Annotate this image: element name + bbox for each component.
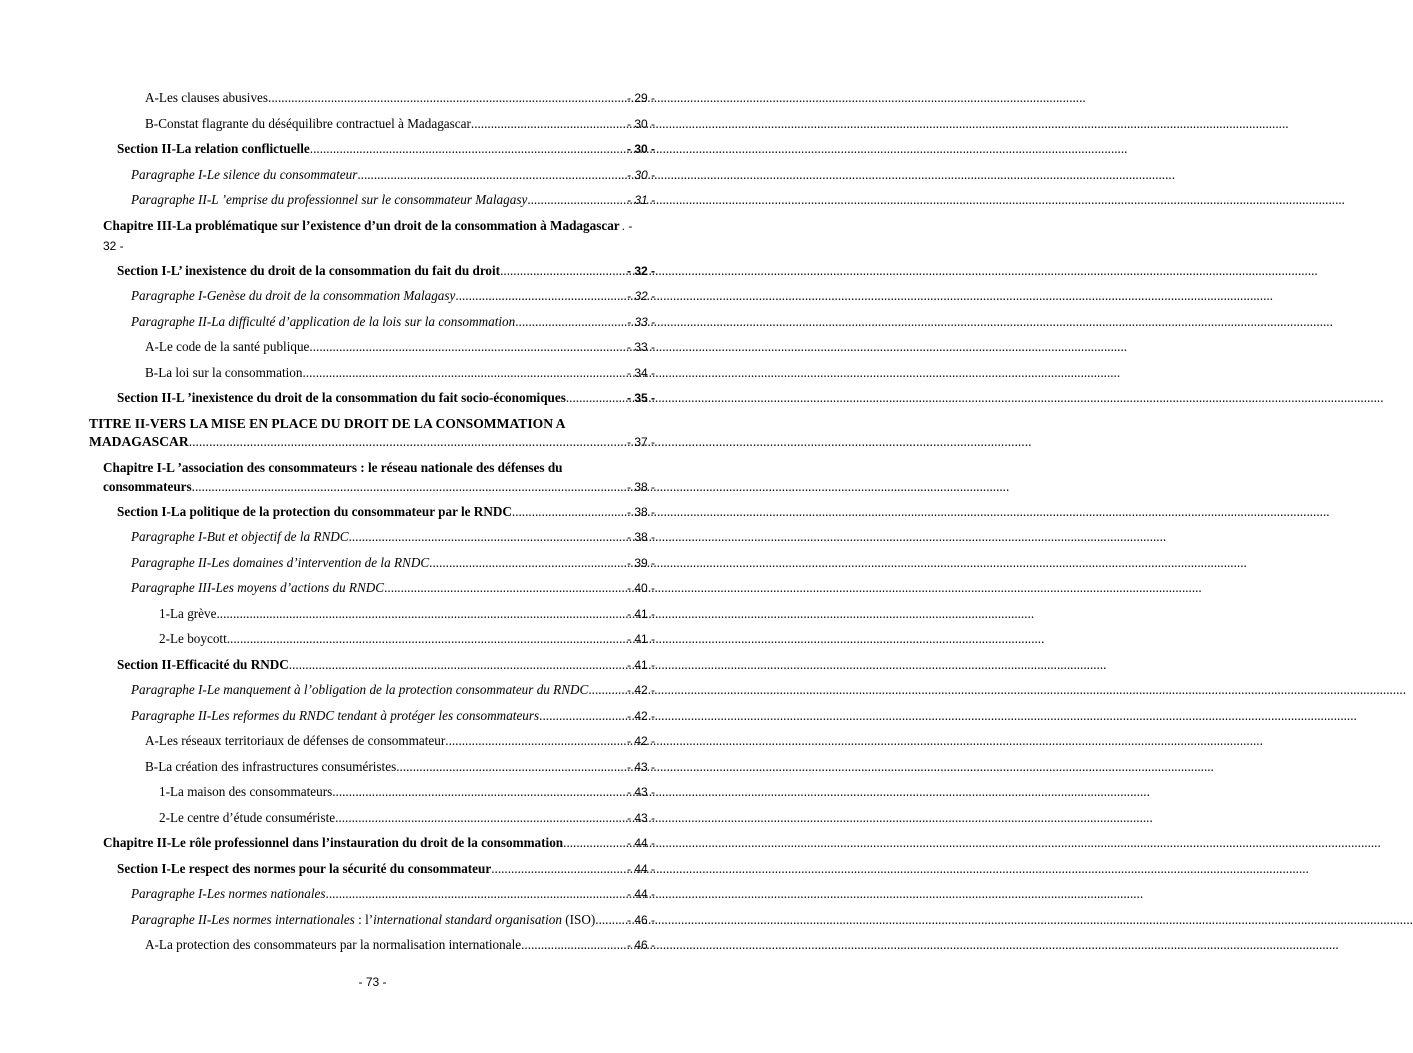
toc-entry-title: Paragraphe II-L ’emprise du professionnel sur le consommateur Malagasy bbox=[131, 192, 528, 207]
toc-entry[interactable] bbox=[131, 287, 655, 305]
toc-page-number: - 38 - bbox=[626, 505, 655, 519]
leader-dots bbox=[491, 860, 625, 877]
leader-dots bbox=[335, 809, 625, 826]
toc-entry[interactable] bbox=[131, 554, 655, 572]
toc-page-number: - 29 - bbox=[626, 91, 655, 105]
toc-page-number: - 35 - bbox=[626, 391, 655, 405]
toc-entry-title: 2-Le centre d’étude consumériste bbox=[159, 810, 336, 825]
toc-entry[interactable] bbox=[103, 459, 655, 496]
toc-page-number: - 43 - bbox=[626, 811, 655, 825]
leader-dots bbox=[268, 89, 625, 106]
toc-entry[interactable] bbox=[131, 911, 655, 929]
toc-entry[interactable] bbox=[89, 415, 655, 451]
toc-page-number: - 38 - bbox=[626, 530, 655, 544]
toc-page-number: - 46 - bbox=[626, 938, 655, 952]
toc-entry-title: Paragraphe I-Le manquement à l’obligation de la protection consommateur du RNDC bbox=[131, 682, 589, 697]
toc-entry-title: B-La création des infrastructures consuméristes bbox=[145, 759, 397, 774]
leader-dots bbox=[588, 681, 625, 698]
leader-dots bbox=[445, 732, 625, 749]
toc-page-number: - 44 - bbox=[626, 836, 655, 850]
leader-dots bbox=[539, 707, 625, 724]
toc-entry-title: A-Le code de la santé publique bbox=[145, 339, 310, 354]
toc-entry-title-part: international standard organisation bbox=[373, 912, 562, 927]
leader-dots bbox=[521, 936, 625, 953]
toc-entry-title: MADAGASCAR bbox=[89, 434, 189, 449]
toc-page-number: - 33 - bbox=[626, 315, 655, 329]
toc-entry[interactable] bbox=[159, 605, 655, 623]
toc-entry-title: 1-La grève bbox=[159, 606, 217, 621]
toc-entry-title: B-La loi sur la consommation bbox=[145, 365, 303, 380]
leader-dots bbox=[527, 191, 625, 208]
leader-dots bbox=[349, 528, 625, 545]
toc-entry-title: Section I-La politique de la protection du consommateur par le RNDC bbox=[117, 504, 512, 519]
toc-entry[interactable] bbox=[131, 191, 655, 209]
toc-entry[interactable] bbox=[131, 313, 655, 331]
toc-page-number: - 44 - bbox=[626, 862, 655, 876]
leader-dots bbox=[384, 579, 625, 596]
toc-entry-title: Paragraphe II-Les reformes du RNDC tendant à protéger les consommateurs bbox=[131, 708, 540, 723]
toc-page-number: - 41 - bbox=[626, 658, 655, 672]
toc-entry-title: Section I-Le respect des normes pour la sécurité du consommateur bbox=[117, 861, 492, 876]
toc-entry[interactable] bbox=[145, 364, 655, 382]
toc-entry-title: consommateurs bbox=[103, 479, 192, 494]
toc-entry[interactable] bbox=[131, 681, 655, 699]
toc-entry[interactable] bbox=[117, 389, 655, 407]
toc-entry[interactable] bbox=[117, 262, 655, 280]
toc-page-number: - 40 - bbox=[626, 581, 655, 595]
page-number-footer: - 73 - bbox=[358, 975, 387, 989]
toc-entry[interactable] bbox=[159, 809, 655, 827]
toc-page-number: - 42 - bbox=[626, 709, 655, 723]
leader-dots bbox=[515, 313, 625, 330]
toc-page-number: - 41 - bbox=[626, 607, 655, 621]
leader-dots bbox=[595, 911, 625, 928]
toc-entry-title: 2-Le boycott bbox=[159, 631, 227, 646]
leader-dots bbox=[326, 885, 625, 902]
leader-dots bbox=[396, 758, 625, 775]
toc-page-number: - 32 - bbox=[626, 264, 655, 278]
toc-entry-title: Chapitre II-Le rôle professionnel dans l’instauration du droit de la consommation bbox=[103, 835, 564, 850]
leader-dots bbox=[357, 166, 625, 183]
toc-entry-title-part: : l’ bbox=[354, 912, 374, 927]
toc-page-number: - 37 - bbox=[626, 435, 655, 449]
leader-dots bbox=[563, 834, 625, 851]
toc-page-number: - 42 - bbox=[626, 734, 655, 748]
toc-entry[interactable] bbox=[117, 503, 655, 521]
toc-entry[interactable] bbox=[145, 758, 655, 776]
toc-page-number: - 44 - bbox=[626, 887, 655, 901]
toc-page-number: - 46 - bbox=[626, 913, 655, 927]
leader-dots bbox=[566, 389, 625, 406]
toc-entry[interactable] bbox=[103, 834, 655, 852]
toc-page-number: 32 - bbox=[103, 239, 124, 253]
toc-entry[interactable] bbox=[117, 656, 655, 674]
toc-entry-title: Paragraphe II-Les normes internationales bbox=[131, 912, 355, 927]
toc-entry[interactable] bbox=[145, 338, 655, 356]
toc-page-number: - 33 - bbox=[626, 340, 655, 354]
toc-entry-title: A-La protection des consommateurs par la normalisation internationale bbox=[145, 937, 522, 952]
leader-dots bbox=[227, 630, 625, 647]
leader-dots bbox=[500, 262, 625, 279]
leader-dots bbox=[429, 554, 625, 571]
toc-page-number: - 43 - bbox=[626, 760, 655, 774]
toc-entry-title: Paragraphe II-La difficulté d’application de la lois sur la consommation bbox=[131, 314, 516, 329]
toc-entry-title: Section II-Efficacité du RNDC bbox=[117, 657, 289, 672]
toc-page-number: - 34 - bbox=[626, 366, 655, 380]
toc-entry[interactable] bbox=[145, 936, 655, 954]
toc-entry-title: 1-La maison des consommateurs bbox=[159, 784, 333, 799]
leader-dots bbox=[189, 433, 625, 450]
toc-entry-title: A-Les clauses abusives bbox=[145, 90, 269, 105]
toc-entry-title: Paragraphe I-Genèse du droit de la consommation Malagasy bbox=[131, 288, 456, 303]
leader-dots bbox=[309, 338, 625, 355]
toc-entry[interactable] bbox=[159, 783, 655, 801]
toc-entry-title: Paragraphe III-Les moyens d’actions du RNDC bbox=[131, 580, 385, 595]
leader-dots bbox=[310, 140, 625, 157]
toc-entry-title: Chapitre I-L ’association des consommateurs : le réseau nationale des défenses du bbox=[103, 460, 563, 475]
toc-entry-title: Paragraphe I-But et objectif de la RNDC bbox=[131, 529, 349, 544]
toc-page-number: . - bbox=[621, 219, 633, 233]
toc-page-number: - 41 - bbox=[626, 632, 655, 646]
toc-page-number: - 32 - bbox=[626, 289, 655, 303]
toc-entry-title: Chapitre III-La problématique sur l’existence d’un droit de la consommation à Madagascar bbox=[103, 218, 620, 233]
leader-dots bbox=[216, 605, 625, 622]
toc-entry[interactable] bbox=[145, 732, 655, 750]
toc-entry[interactable] bbox=[117, 140, 655, 158]
toc-entry-title: TITRE II-VERS LA MISE EN PLACE DU DROIT DE LA CONSOMMATION A bbox=[89, 416, 566, 431]
toc-page-number: - 30 - bbox=[626, 168, 655, 182]
toc-entry[interactable] bbox=[131, 528, 655, 546]
toc-entry-title: Section II-La relation conflictuelle bbox=[117, 141, 310, 156]
toc-entry-title-part: (ISO) bbox=[561, 912, 596, 927]
leader-dots bbox=[512, 503, 625, 520]
leader-dots bbox=[192, 478, 625, 495]
toc-entry[interactable] bbox=[131, 707, 655, 725]
toc-entry[interactable] bbox=[103, 217, 655, 255]
toc-entry[interactable] bbox=[117, 860, 655, 878]
toc-page-number: - 30 - bbox=[626, 117, 655, 131]
toc-entry[interactable] bbox=[159, 630, 655, 648]
leader-dots bbox=[289, 656, 625, 673]
toc-entry-title: B-Constat flagrante du déséquilibre contractuel à Madagascar bbox=[145, 116, 471, 131]
toc-page-number: - 38 - bbox=[626, 480, 655, 494]
toc-entry-title: Section II-L ’inexistence du droit de la consommation du fait socio-économiques bbox=[117, 390, 566, 405]
toc-entry[interactable] bbox=[131, 166, 655, 184]
leader-dots bbox=[303, 364, 625, 381]
toc-entry-title: Paragraphe I-Le silence du consommateur bbox=[131, 167, 358, 182]
toc-page-number: - 43 - bbox=[626, 785, 655, 799]
leader-dots bbox=[332, 783, 625, 800]
leader-dots bbox=[471, 115, 625, 132]
toc-page-number: - 42 - bbox=[626, 683, 655, 697]
toc-entry[interactable] bbox=[145, 89, 655, 107]
toc-page-number: - 31 - bbox=[626, 193, 655, 207]
leader-dots bbox=[455, 287, 625, 304]
toc-entry[interactable] bbox=[131, 885, 655, 903]
toc-page-number: - 30 - bbox=[626, 142, 655, 156]
toc-entry-title: A-Les réseaux territoriaux de défenses de consommateur bbox=[145, 733, 446, 748]
toc-entry-title: Paragraphe I-Les normes nationales bbox=[131, 886, 326, 901]
toc-entry-title: Paragraphe II-Les domaines d’intervention de la RNDC bbox=[131, 555, 430, 570]
toc-entry[interactable] bbox=[145, 115, 655, 133]
toc-entry[interactable] bbox=[131, 579, 655, 597]
toc-page-number: - 39 - bbox=[626, 556, 655, 570]
toc-entry-title: Section I-L’ inexistence du droit de la consommation du fait du droit bbox=[117, 263, 501, 278]
